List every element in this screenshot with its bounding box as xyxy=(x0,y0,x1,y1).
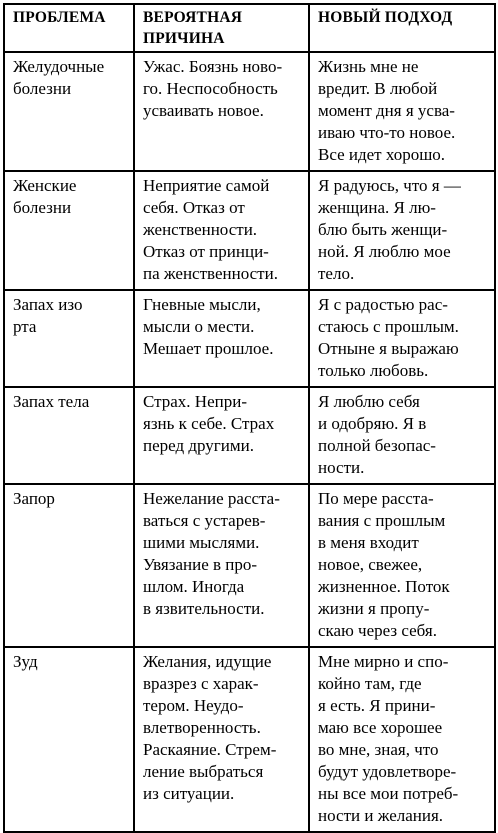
cause-cell-line: усваивать новое. xyxy=(143,101,264,120)
cause-cell xyxy=(134,647,309,832)
cause-cell xyxy=(134,171,309,290)
approach-cell-line: во мне, зная, что xyxy=(318,740,439,759)
approach-cell-line: скаю через себя. xyxy=(318,621,437,640)
problem-cell-line: Желудочные xyxy=(13,57,105,76)
problem-cell-line: Запах тела xyxy=(13,392,90,411)
problem-cell-line: Зуд xyxy=(13,652,38,671)
approach-cell-line: жизни я пропу- xyxy=(318,599,430,618)
cause-cell-line: ление выбраться xyxy=(143,762,264,781)
cause-cell-line: ваться с устарев- xyxy=(143,511,266,530)
approach-cell-line: полной безопас- xyxy=(318,436,436,455)
cause-cell xyxy=(134,52,309,171)
problem-cell xyxy=(4,52,134,171)
approach-cell-line: стаюсь с прошлым. xyxy=(318,317,459,336)
cause-cell-line: в язвительности. xyxy=(143,599,265,618)
problem-cell xyxy=(4,290,134,387)
problem-cell-line: болезни xyxy=(13,79,72,98)
approach-cell-line: Отныне я выражаю xyxy=(318,339,459,358)
approach-cell-line: будут удовлетворе- xyxy=(318,762,457,781)
table-body xyxy=(4,52,495,832)
approach-cell-line: я есть. Я прини- xyxy=(318,696,436,715)
approach-cell-line: женщина. Я лю- xyxy=(318,198,436,217)
cause-cell-line: шими мыслями. xyxy=(143,533,260,552)
approach-cell-line: новое, свежее, xyxy=(318,555,423,574)
problem-cell-line: болезни xyxy=(13,198,72,217)
approach-cell-line: Я радуюсь, что я — xyxy=(318,176,461,195)
approach-cell-line: ной. Я люблю мое xyxy=(318,242,451,261)
table-row xyxy=(4,290,495,387)
approach-cell-line: и одобряю. Я в xyxy=(318,414,427,433)
approach-cell-line: Я люблю себя xyxy=(318,392,420,411)
approach-cell-line: Жизнь мне не xyxy=(318,57,419,76)
approach-cell-line: блю быть женщи- xyxy=(318,220,448,239)
cause-cell-line: из ситуации. xyxy=(143,784,235,803)
cause-cell-line: Нежелание расста- xyxy=(143,489,280,508)
cause-cell-line: вразрез с харак- xyxy=(143,674,259,693)
approach-cell xyxy=(309,52,495,171)
header-cause: ВЕРОЯТНАЯ ПРИЧИНА xyxy=(134,4,309,52)
approach-cell-line: жизненное. Поток xyxy=(318,577,450,596)
psychosomatic-table xyxy=(3,3,496,833)
table-row xyxy=(4,171,495,290)
table-header xyxy=(4,4,495,52)
cause-cell xyxy=(134,290,309,387)
cause-cell-line: Ужас. Боязнь ново- xyxy=(143,57,283,76)
approach-cell-line: По мере расста- xyxy=(318,489,434,508)
problem-cell xyxy=(4,647,134,832)
cause-cell-line: тером. Неудо- xyxy=(143,696,244,715)
cause-cell xyxy=(134,387,309,484)
approach-cell-line: маю все хорошее xyxy=(318,718,443,737)
cause-cell-line: Мешает прошлое. xyxy=(143,339,274,358)
approach-cell-line: Мне мирно и спо- xyxy=(318,652,449,671)
approach-cell-line: ны все мои потреб- xyxy=(318,784,459,803)
header-row xyxy=(4,4,495,52)
approach-cell-line: только любовь. xyxy=(318,361,429,380)
approach-cell xyxy=(309,387,495,484)
approach-cell xyxy=(309,484,495,647)
header-approach: НОВЫЙ ПОДХОД xyxy=(309,4,495,52)
cause-cell-line: го. Неспособность xyxy=(143,79,278,98)
approach-cell xyxy=(309,647,495,832)
cause-cell-line: Желания, идущие xyxy=(143,652,272,671)
header-problem: ПРОБЛЕМА xyxy=(4,4,134,52)
cause-cell-line: па женственности. xyxy=(143,264,278,283)
cause-cell-line: шлом. Иногда xyxy=(143,577,245,596)
table-row xyxy=(4,52,495,171)
cause-cell-line: Неприятие самой xyxy=(143,176,270,195)
approach-cell-line: ности и желания. xyxy=(318,806,444,825)
table-row xyxy=(4,647,495,832)
problem-cell-line: Запор xyxy=(13,489,55,508)
approach-cell-line: Я с радостью рас- xyxy=(318,295,448,314)
cause-cell-line: себя. Отказ от xyxy=(143,198,245,217)
approach-cell xyxy=(309,171,495,290)
approach-cell-line: тело. xyxy=(318,264,355,283)
approach-cell-line: вания с прошлым xyxy=(318,511,446,530)
cause-cell xyxy=(134,484,309,647)
cause-cell-line: Раскаяние. Стрем- xyxy=(143,740,277,759)
approach-cell-line: вредит. В любой xyxy=(318,79,438,98)
cause-cell-line: язнь к себе. Страх xyxy=(143,414,275,433)
approach-cell-line: момент дня я усва- xyxy=(318,101,455,120)
approach-cell-line: ности. xyxy=(318,458,365,477)
cause-cell-line: женственности. xyxy=(143,220,258,239)
approach-cell-line: иваю что-то новое. xyxy=(318,123,456,142)
problem-cell xyxy=(4,171,134,290)
approach-cell-line: Все идет хорошо. xyxy=(318,145,446,164)
problem-cell-line: Запах изо xyxy=(13,295,83,314)
table-row xyxy=(4,387,495,484)
cause-cell-line: мысли о мести. xyxy=(143,317,255,336)
approach-cell-line: в меня входит xyxy=(318,533,419,552)
approach-cell xyxy=(309,290,495,387)
cause-cell-line: Гневные мысли, xyxy=(143,295,261,314)
cause-cell-line: перед другими. xyxy=(143,436,254,455)
problem-cell xyxy=(4,484,134,647)
cause-cell-line: Страх. Непри- xyxy=(143,392,247,411)
problem-cell-line: Женские xyxy=(13,176,77,195)
approach-cell-line: койно там, где xyxy=(318,674,422,693)
cause-cell-line: Отказ от принци- xyxy=(143,242,269,261)
cause-cell-line: влетворенность. xyxy=(143,718,261,737)
cause-cell-line: Увязание в про- xyxy=(143,555,258,574)
table-row xyxy=(4,484,495,647)
problem-cell xyxy=(4,387,134,484)
problem-cell-line: рта xyxy=(13,317,37,336)
